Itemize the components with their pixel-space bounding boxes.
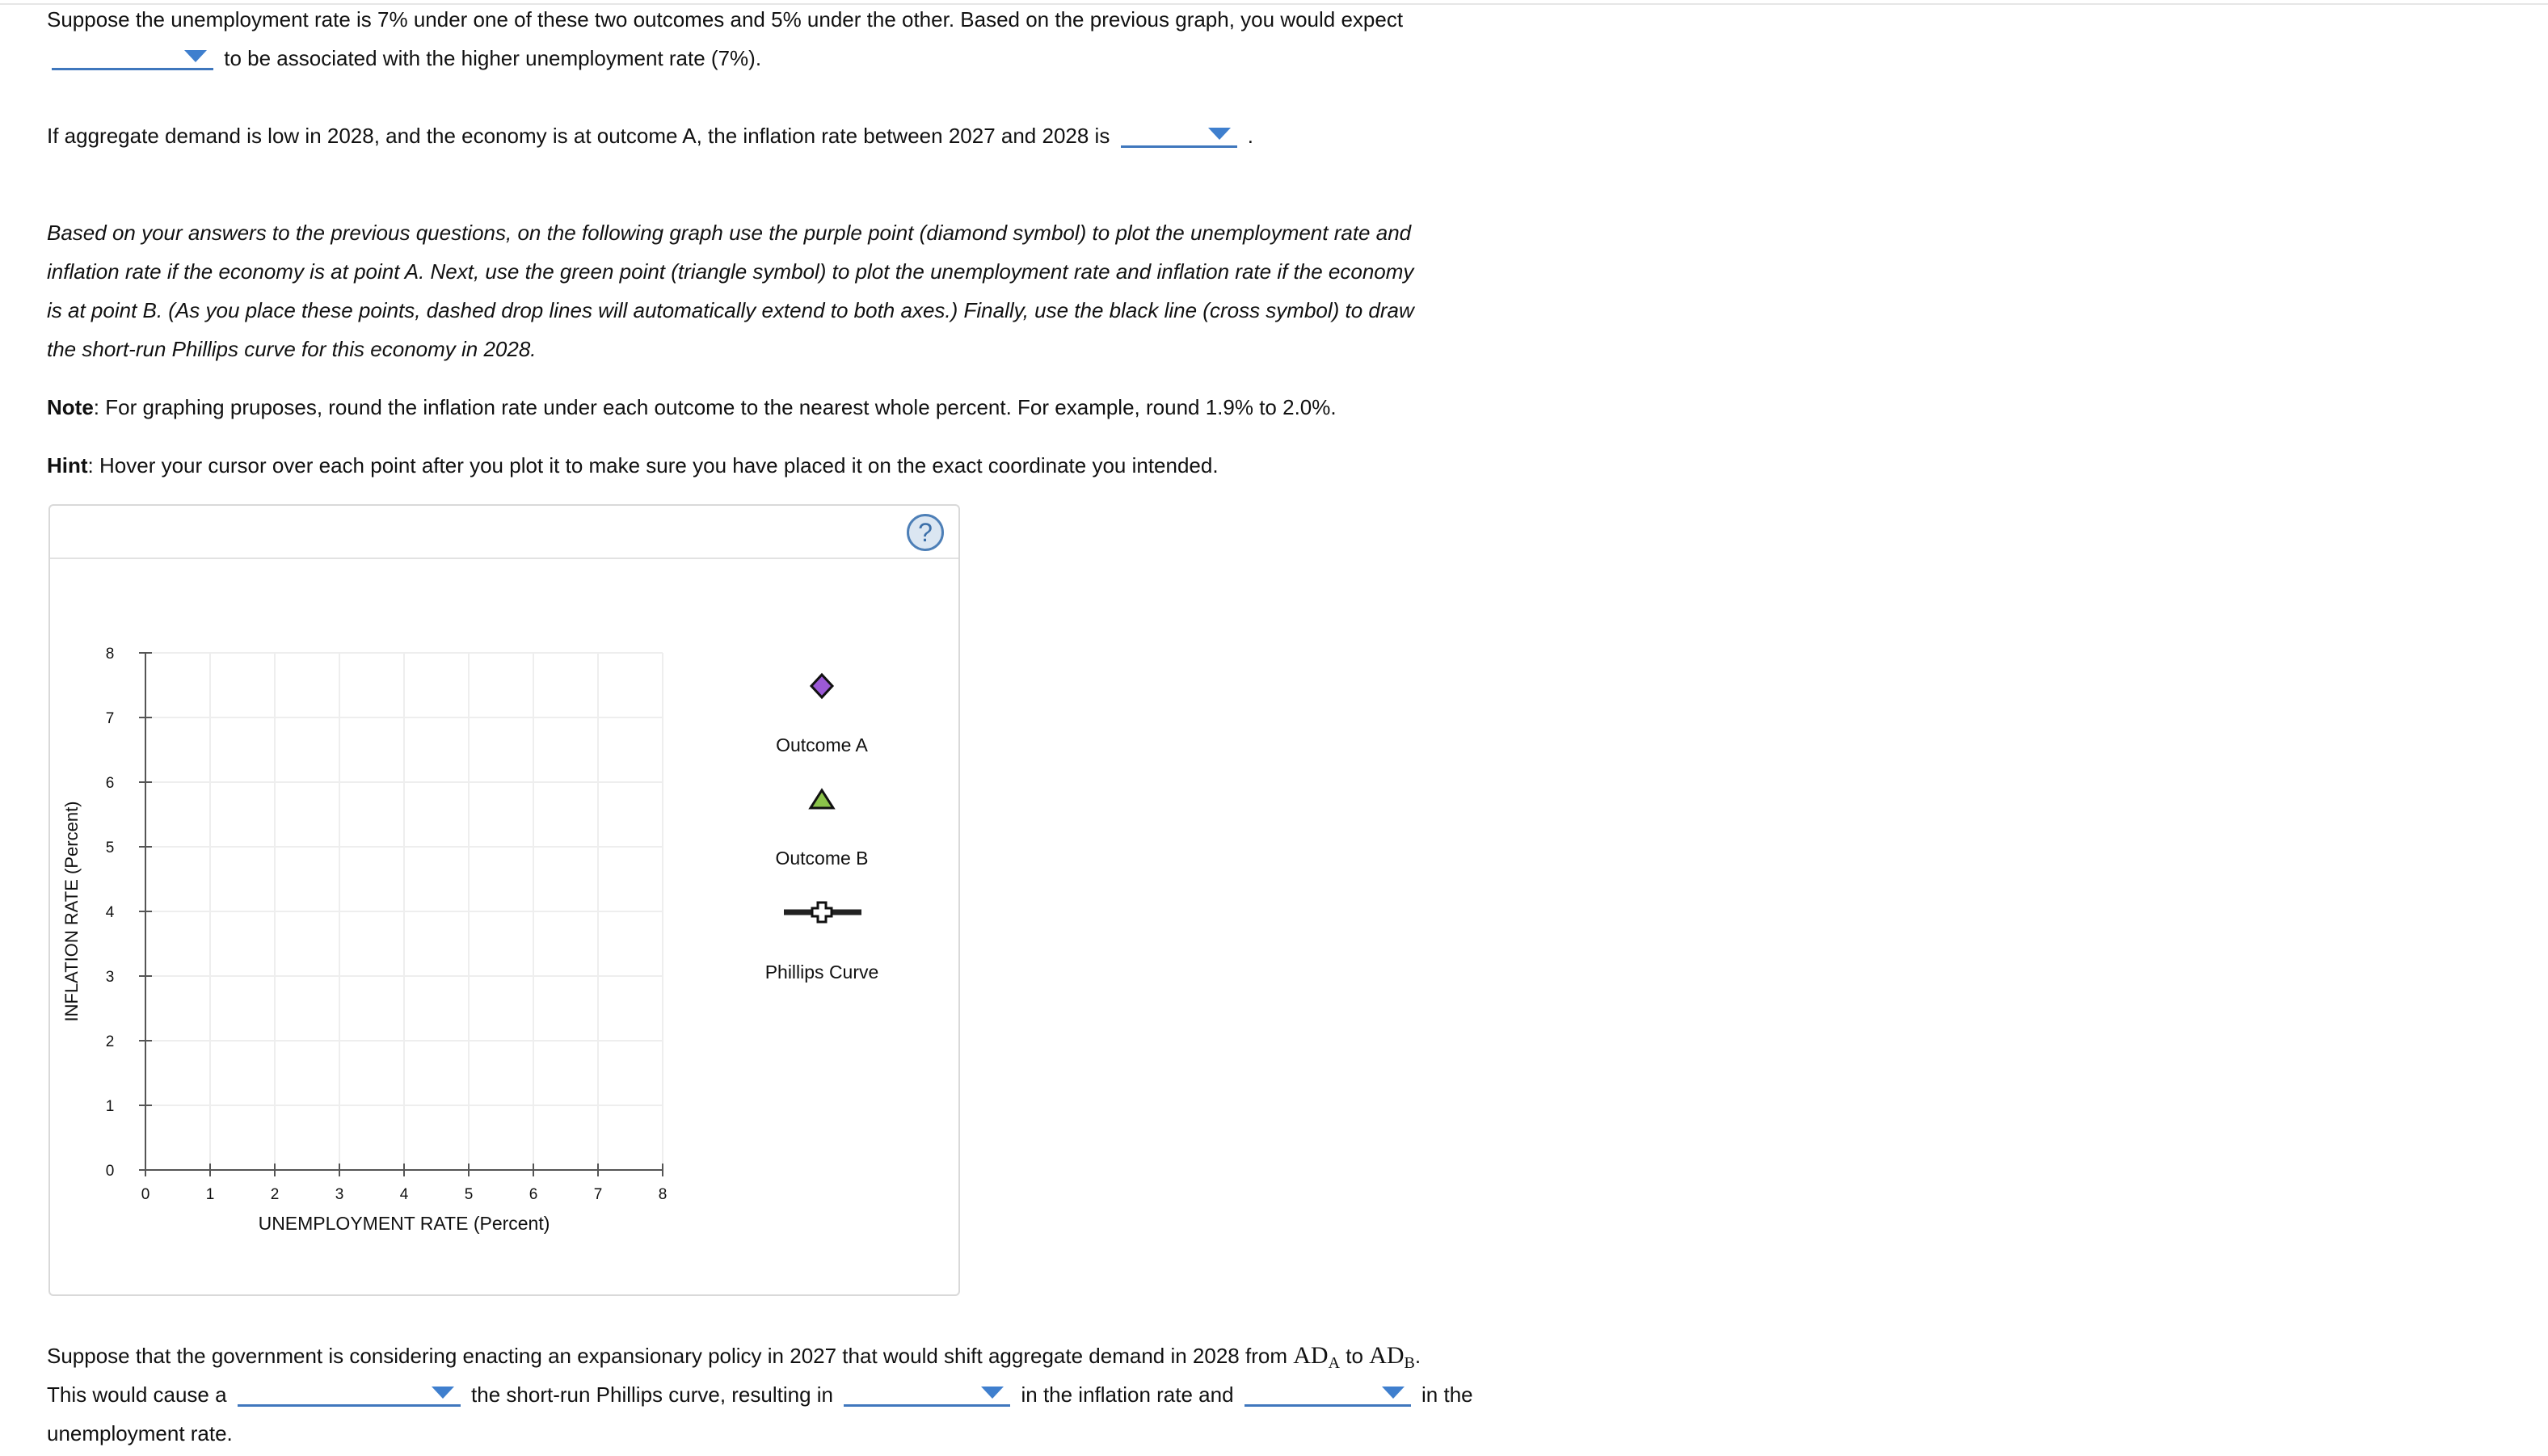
x-tick-label: 2	[270, 1186, 280, 1203]
y-tick-label: 2	[105, 1033, 115, 1050]
graph-panel	[48, 504, 960, 1296]
graph-panel-header	[50, 506, 958, 559]
y-tick-label: 0	[105, 1163, 115, 1180]
x-axis-label: UNEMPLOYMENT RATE (Percent)	[258, 1213, 550, 1234]
question1-line2	[47, 39, 761, 78]
instructions-line2: inflation rate if the economy is at point A. Next, use the green point (triangle symbol) to plot the unemployment rate and inflation rate if the economy	[47, 259, 1414, 284]
x-tick-label: 3	[335, 1186, 344, 1203]
instructions-line4: the short-run Phillips curve for this economy in 2028.	[47, 337, 537, 361]
x-tick-label: 4	[399, 1186, 409, 1203]
dropdown-arrow-icon	[432, 1387, 454, 1399]
y-tick-label: 5	[105, 840, 115, 856]
inflation-change-dropdown[interactable]	[844, 1380, 1010, 1407]
x-tick-label: 8	[658, 1186, 668, 1203]
phillips-curve-label: Phillips Curve	[764, 962, 879, 983]
policy-line3: unemployment rate.	[47, 1421, 233, 1445]
instructions-line1: Based on your answers to the previous questions, on the following graph use the purple point (diamond symbol) to plot the unemployment rate and	[47, 221, 1412, 245]
question2	[47, 116, 1253, 155]
note-label: Note	[47, 395, 94, 419]
policy-line2	[47, 1375, 1473, 1414]
ad-a-text: AD	[1293, 1342, 1329, 1369]
hint-label: Hint	[47, 453, 88, 478]
y-tick-label: 6	[105, 775, 115, 792]
y-axis-label: INFLATION RATE (Percent)	[61, 801, 82, 1022]
y-tick-label: 8	[105, 646, 115, 663]
outcome-dropdown[interactable]	[52, 44, 213, 70]
help-icon[interactable]: ?	[907, 514, 944, 551]
question2-text: If aggregate demand is low in 2028, and the economy is at outcome A, the inflation rate between 2027 and 2028 is	[47, 124, 1110, 148]
ad-a-subscript: A	[1328, 1354, 1341, 1372]
question2-end: .	[1247, 124, 1254, 148]
ad-b	[1369, 1342, 1415, 1372]
inflation-rate-dropdown[interactable]	[1121, 121, 1237, 148]
policy-line1-text: Suppose that the government is considering enacting an expansionary policy in 2027 that would shift aggregate demand in 2028 from	[47, 1344, 1287, 1368]
hint	[47, 446, 1219, 485]
dropdown-arrow-icon	[1382, 1387, 1405, 1399]
question1-line1: Suppose the unemployment rate is 7% under one of these two outcomes and 5% under the other. Based on the previous graph, you would expect	[47, 7, 1404, 32]
instructions-line3: is at point B. (As you place these points, dashed drop lines will automatically extend to both axes.) Finally, use the black line (cross symbol) to draw	[47, 298, 1414, 322]
x-tick-label: 6	[529, 1186, 538, 1203]
policy-line2-mid2: in the inflation rate and	[1021, 1382, 1234, 1407]
outcome-b-label: Outcome B	[775, 848, 869, 869]
dropdown-arrow-icon	[981, 1387, 1004, 1399]
ad-b-text: AD	[1369, 1342, 1405, 1369]
x-tick-label: 5	[464, 1186, 474, 1203]
outcome-a-label: Outcome A	[776, 734, 868, 755]
x-tick-label: 1	[205, 1186, 215, 1203]
ad-a	[1293, 1342, 1341, 1372]
y-tick-label: 1	[105, 1098, 115, 1115]
x-tick-label: 0	[141, 1186, 150, 1203]
policy-line2-mid1: the short-run Phillips curve, resulting in	[471, 1382, 834, 1407]
hint-text: : Hover your cursor over each point after you plot it to make sure you have placed it on the exact coordinate you intended.	[87, 453, 1219, 478]
y-tick-label: 3	[105, 969, 115, 986]
policy-to: to	[1346, 1344, 1363, 1368]
note-text: : For graphing pruposes, round the inflation rate under each outcome to the nearest whole percent. For example, round 1.9% to 2.0%.	[93, 395, 1337, 419]
question1-line2-text: to be associated with the higher unemployment rate (7%).	[224, 46, 762, 70]
ad-b-subscript: B	[1404, 1354, 1415, 1372]
y-tick-label: 4	[105, 904, 115, 921]
shift-direction-dropdown[interactable]	[238, 1380, 461, 1407]
policy-line1-end: .	[1414, 1344, 1421, 1368]
dropdown-arrow-icon	[1208, 128, 1231, 140]
x-tick-label: 7	[593, 1186, 603, 1203]
policy-line2-end: in the	[1421, 1382, 1473, 1407]
note	[47, 388, 1337, 427]
dropdown-arrow-icon	[184, 50, 207, 62]
policy-line1	[47, 1336, 1421, 1378]
unemployment-change-dropdown[interactable]	[1245, 1380, 1411, 1407]
policy-line2-pre: This would cause a	[47, 1382, 227, 1407]
y-tick-label: 7	[105, 710, 115, 727]
